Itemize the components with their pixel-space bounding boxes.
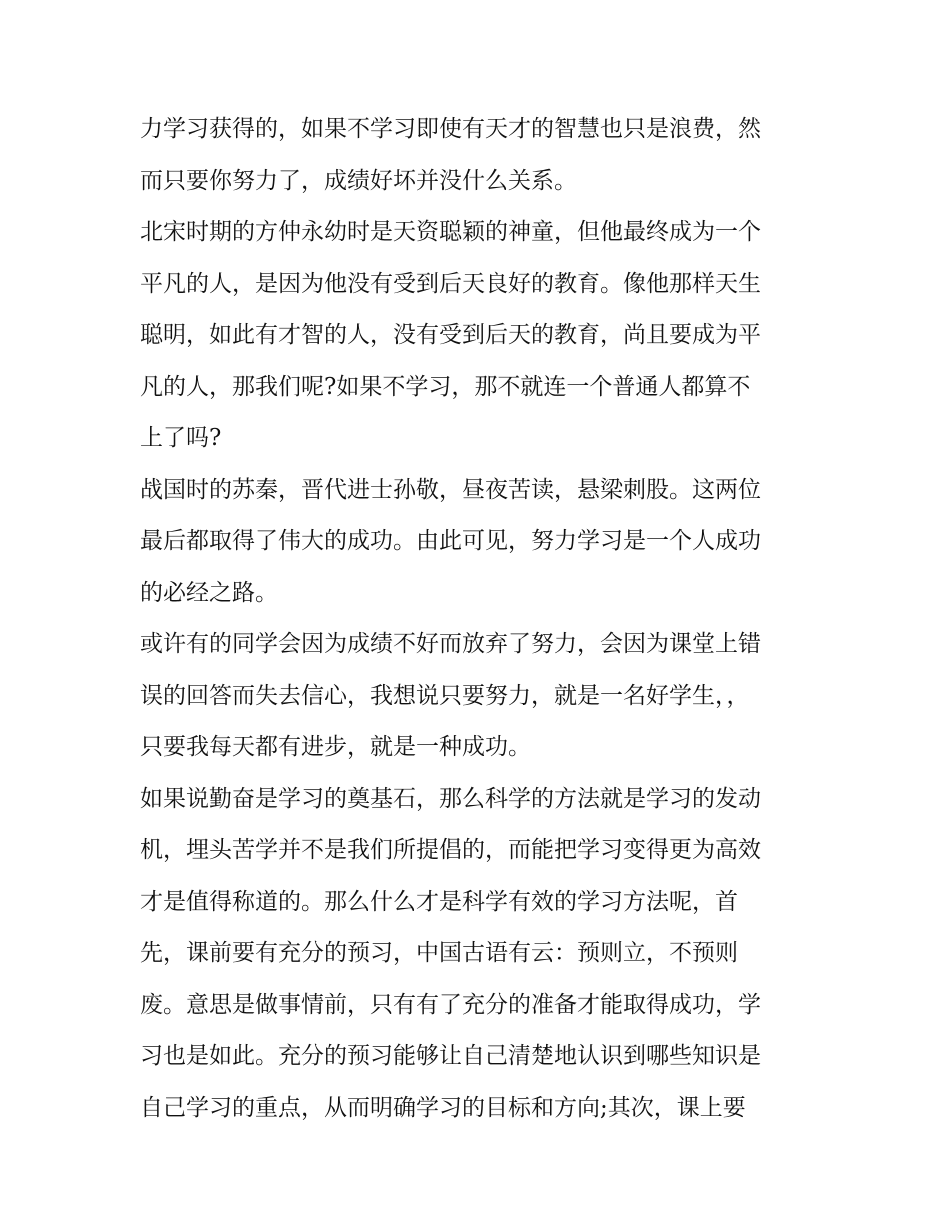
text-line: 如果说勤奋是学习的奠基石，那么科学的方法就是学习的发动	[140, 785, 761, 812]
text-line: 凡的人，那我们呢?如果不学习，那不就连一个普通人都算不	[140, 373, 751, 400]
text-line: 废。意思是做事情前，只有有了充分的准备才能取得成功，学	[140, 991, 761, 1018]
text-line: 或许有的同学会因为成绩不好而放弃了努力，会因为课堂上错	[140, 631, 761, 657]
text-line: 才是值得称道的。那么什么才是科学有效的学习方法呢，首	[140, 888, 738, 915]
text-line: 只要我每天都有进步，就是一种成功。	[140, 734, 531, 760]
text-line: 力学习获得的，如果不学习即使有天才的智慧也只是浪费，然	[140, 116, 761, 142]
text-line: 聪明，如此有才智的人，没有受到后天的教育，尚且要成为平	[140, 322, 761, 348]
text-line: 平凡的人，是因为他没有受到后天良好的教育。像他那样天生	[140, 270, 761, 297]
text-line: 北宋时期的方仲永幼时是天资聪颖的神童，但他最终成为一个	[140, 219, 761, 245]
text-line: 战国时的苏秦，晋代进士孙敬，昼夜苦读，悬梁刺股。这两位	[140, 476, 761, 503]
text-line: 误的回答而失去信心，我想说只要努力，就是一名好学生，，	[140, 682, 750, 709]
text-line: 的必经之路。	[140, 579, 278, 606]
text-line: 上了吗?	[140, 425, 222, 451]
text-line: 机，埋头苦学并不是我们所提倡的，而能把学习变得更为高效	[140, 837, 761, 863]
text-line: 先，课前要有充分的预习，中国古语有云：预则立，不预则	[140, 940, 738, 966]
body-text	[140, 104, 820, 1134]
text-line: 最后都取得了伟大的成功。由此可见，努力学习是一个人成功	[140, 528, 761, 554]
text-line: 而只要你努力了，成绩好坏并没什么关系。	[140, 167, 577, 194]
text-line: 自己学习的重点，从而明确学习的目标和方向;其次，课上要	[140, 1094, 746, 1121]
text-line: 习也是如此。充分的预习能够让自己清楚地认识到哪些知识是	[140, 1043, 761, 1069]
